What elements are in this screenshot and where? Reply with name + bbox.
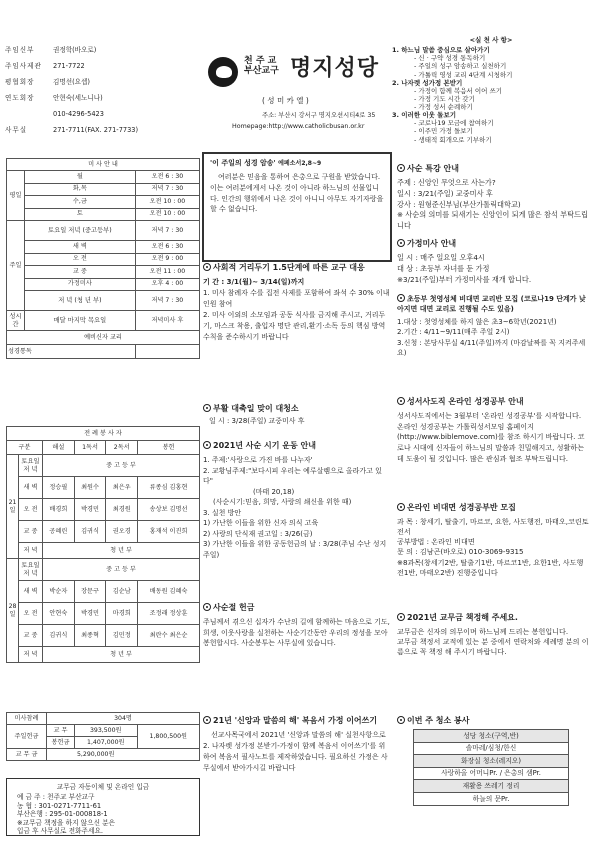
address: 주소: 부산시 강서구 명지오션시티4로 35 xyxy=(262,112,376,119)
bullet-icon xyxy=(203,404,211,412)
bullet-icon xyxy=(397,164,405,172)
transfer-box: 교무금 자동이체 및 온라인 입금 예 금 주 : 천주교 부산교구 농 협 : 301-0271-7711-61 부산은행 : 295-01-000818-1 ※교무금 책정을 하지 않으신 분은 입금 후 사무실로 전화주세요. xyxy=(6,778,200,836)
lent-offering: 사순절 헌금 주님께서 겪으신 십자가 수난의 길에 함께하는 마음으로 기도, 희생, 이웃사랑을 실천하는 사순기간동안 우리의 정성을 모아 봉헌합시다. 사순봉투는 사무실에 있습니다. xyxy=(203,603,390,647)
lent-campaign: 2021년 사순 시기 운동 안내 1. 주제:'사랑으로 가진 바를 나누자' 2. 교황님주제:"보다시피 우리는 예루살렘으로 올라가고 있다" (마태 20,18) (사순시기:믿음, 희망, 사랑의 쇄신을 위한 때) 3. 실천 방안 1) 가난한 이들을 위한 신자 의식 고육 2) 사랑의 단식재 권고일 : 3/26(금) 3) 가난한 이들을 위한 공동헌금의 날 : 3/28(주님 수난 성지 주일) xyxy=(203,441,387,559)
bullet-icon xyxy=(203,263,211,271)
info-phone: 010-4296-5423 xyxy=(53,109,104,118)
church-name: 명지성당 xyxy=(290,56,380,81)
bullet-icon xyxy=(397,397,405,405)
verse-box: '이 주일의 성경 암송' 에페소서2,8~9 여러분은 믿음을 통하여 은총으로 구원을 받았습니다. 이는 여러분에게서 나온 것이 아니라 하느님의 선물입니다. 인간의 행위에서 나온 것이 아니니 아무도 자기자랑을 할 수 없습니다. xyxy=(202,152,392,262)
duty-row: 하늘의 문Pr. xyxy=(414,792,569,805)
info-council: 평협회장 김명선(요셉) xyxy=(5,77,90,86)
practice-group-2: 2. 나자렛 성가정 본받기 - 가정이 함께 복음서 이어 쓰기 - 가정 기도 시간 갖기 - 가정 성서 순례하기 xyxy=(392,78,503,111)
home-mass: 가정미사 안내 일 시 : 매주 일요일 오후4시 대 상 : 초등부 자녀를 둔 가정 ※3/21(주일)부터 가정미사를 재개 합니다. xyxy=(397,239,532,284)
practice-box xyxy=(392,36,590,144)
duty-row: 재활용 쓰레기 정리 xyxy=(414,780,569,793)
gospel-copy: 21년 '신앙과 말씀의 해' 복음서 가정 이어쓰기 선교사목국에서 2021년 '신앙과 말씀의 해' 실천사항으로 2. 나자렛 성가정 본받기-가정이 함께 복음서 이어쓰기'를 위하여 복음서 필사노트를 제작하였습니다. 필요하신 가정은 사무실에서 받아가시길 바랍니다 xyxy=(203,716,388,772)
homepage: Homepage:http://www.catholicbusan.or.kr xyxy=(232,123,365,130)
logo-church-text: 천 주 교 부산교구 xyxy=(244,56,279,76)
altar-title: 전 례 봉 사 자 xyxy=(7,427,200,441)
prep-class: 예비신자 교리 xyxy=(7,331,200,345)
mass-schedule: 미 사 안 내 평일 월 오전 6 : 30 화,목 저녁 7 : 30 수,금 오전 10 : 00 토 오전 10 : 00 주일 토요일 저녁 (중고등부) 저녁 7 : 30 새 벽 오전 6 : 30 오 전 오전 9 : 00 교 중 오전 11 : 00 가정미사 오후 4 : 00 저 녁 (청 년 부) 저녁 7 : 30 성시간 매달 마지막 목요일 저녁미사 후 예비신자 교리 성경통독 xyxy=(6,158,200,359)
info-office: 사무실 271-7711(FAX. 271-7733) xyxy=(5,125,139,134)
bullet-icon xyxy=(203,603,211,611)
dues-2021: 2021년 교무금 책정해 주세요. 교무금은 신자의 의무이며 하느님께 드리는 봉헌입니다. 교무금 책정서 교적에 있는 분 중에서 연락처와 세례명 분의 이름으로 꼭 책정 해 주시기 바랍니다. xyxy=(397,613,589,657)
patron: ( 성 미 카 엘 ) xyxy=(262,96,309,105)
group-weekday: 평일 xyxy=(7,171,25,221)
bullet-icon xyxy=(203,716,211,724)
practice-group-1: 1. 하느님 말씀 중심으로 살아가기 - 신 · 구약 성경 통독하기 - 주일의 성구 암송하고 실천하기 - 가톨릭 영성 교리 4단계 시청하기 xyxy=(392,46,513,79)
practice-group-3: 3. 이러한 이웃 돌보기 - 코로나19 모금에 참여하기 - 이주민 가정 돌보기 - 생태적 회개으로 기부하기 xyxy=(392,111,494,144)
bullet-icon xyxy=(397,613,405,621)
duty-row: 성당 청소(구역,반) xyxy=(414,730,569,743)
bullet-icon xyxy=(397,294,405,302)
bible-online: 성서사도직 온라인 성경공부 안내 성서사도직에서는 3월부터 '온라인 성경공부'를 시작합니다. 온라인 성경공부는 가톨릭성서모임 홈페이지(http://www.biblemove.com)를 참조 하시기 바랍니다. 코로나 시대에 신자들이 하느님의 말씀과 친밀해지고, 성활하는데 도움이 될 것입니다. 많은 관심과 협조 부탁드립니다. xyxy=(397,397,585,463)
info-rectory: 주임사제관 271-7722 xyxy=(5,61,85,70)
finance-table: 미사참례 304명 주일헌금 교 무 393,500원 1,800,500원 봉헌금 1,407,000원 교 무 금 5,290,000원 xyxy=(6,712,200,761)
duty-section: 이번 주 청소 봉사 성당 청소(구역,반) 솔마레/심청/한신 화장실 청소(레지오) 사랑하올 어머니Pr. / 은총의 샘Pr. 재활용 쓰레기 정리 하늘의 문Pr. xyxy=(397,716,589,806)
practice-title: <실 천 사 항> xyxy=(469,36,513,44)
verse-body: 여러분은 믿음을 통하여 은총으로 구원을 받았습니다. 이는 여러분에게서 나온 것이 아니라 하느님의 선물입니다. 인간의 행위에서 나온 것이 아니니 아무도 자기자랑을 할 수 없습니다. xyxy=(210,172,384,214)
mass-title: 미 사 안 내 xyxy=(7,159,200,171)
duty-row: 화장실 청소(레지오) xyxy=(414,755,569,768)
bullet-icon xyxy=(397,239,405,247)
church-logo xyxy=(208,55,386,93)
bullet-icon xyxy=(203,441,211,449)
special-lecture: 사순 특강 안내 주제 : 신앙인 무엇으로 사는가? 일시 : 3/21(주일) 교중미사 후 강사 : 원형준신부님(부산가톨릭대학교) ※ 사순의 의미를 되새기는 신앙인이 되게 많은 참석 부탁드립니다 xyxy=(397,164,588,231)
church-info xyxy=(5,42,195,138)
bible-reading: 성경통독 xyxy=(7,345,136,359)
info-pastor: 주임신부 권정학(바오로) xyxy=(5,45,97,54)
cleaning-notice: 부활 대축일 맞이 대청소 일 시 : 3/28(주일) 교중미사 후 xyxy=(203,404,391,426)
altar-servers: 전 례 봉 사 자 구분 해설 1독서 2독서 봉헌 21일 토요일 저 녁 중 고 등 부 새 벽 정승필 최원수 최은우 류종심 김홍현 오 전 배경희 박경민 최경원 송상보 김명선 교 중 공혜린 김귀식 권오경 홍재석 이진희 저 녁 청 년 부 28일 토요일 저 녁 중 고 등 부 새 벽 박순자 장문구 김순남 배동원 김혜숙 오 전 안현숙 박경민 마경희 조정래 정상훈 교 중 김귀식 최종혁 김민정 최란수 최은순 저 녁 청 년 부 xyxy=(6,426,200,663)
altar-group-21: 21일 xyxy=(7,455,19,559)
first-communion: 초등부 첫영성체 비대면 교리반 모집 (코로나19 단계가 낮아지면 대면 교리로 진행될 수도 있음) 1.대상 : 첫영성체를 하지 않은 초3~6학년(2021년) 2.기간 : 4/11~9/11(매주 주일 2시) 3.신청 : 본당사무실 4/11(주일)까지 (마감날짜를 꼭 지켜주세요) xyxy=(397,295,586,357)
group-holy-hour: 성시간 xyxy=(7,311,25,331)
dove-icon xyxy=(208,57,238,87)
bullet-icon xyxy=(397,716,405,724)
duty-row: 솔마레/심청/한신 xyxy=(414,742,569,755)
altar-group-28: 28일 xyxy=(7,559,19,663)
duty-row: 사랑하올 어머니Pr. / 은총의 샘Pr. xyxy=(414,767,569,780)
bullet-icon xyxy=(397,503,405,511)
info-yeondo: 연도회장 안현숙(세노니나) xyxy=(5,93,103,102)
online-course: 온라인 비대면 성경공부반 모집 과 목 : 창세기, 탈출기, 마르코, 요한, 사도행전, 마태오,코린토전서 공부방법 : 온라인 비대면 문 의 : 김남곤(바오로) 010-3069-9315 ※8과목(창세기2반, 탈출기1반, 마르코1반, 요한1반, 사도행전1반, 마태오2반) 진행중입니다 xyxy=(397,503,589,577)
group-sunday: 주일 xyxy=(7,221,25,311)
distancing-notice: 사회적 거리두기 1.5단계에 따른 교구 대응 기 간 : 3/1(월)~ 3/14(일)까지 1. 미사 참례자 수를 집전 사제를 포함하여 좌석 수 30% 이내 인원 참여 2. 미사 이외의 소모임과 공동 식사를 금지해 주시고, 거리두기, 마스크 착용, 출입자 명단 관리,환기·소독 등의 핵심 방역수칙을 준수하시기 바랍니다 xyxy=(203,263,390,341)
